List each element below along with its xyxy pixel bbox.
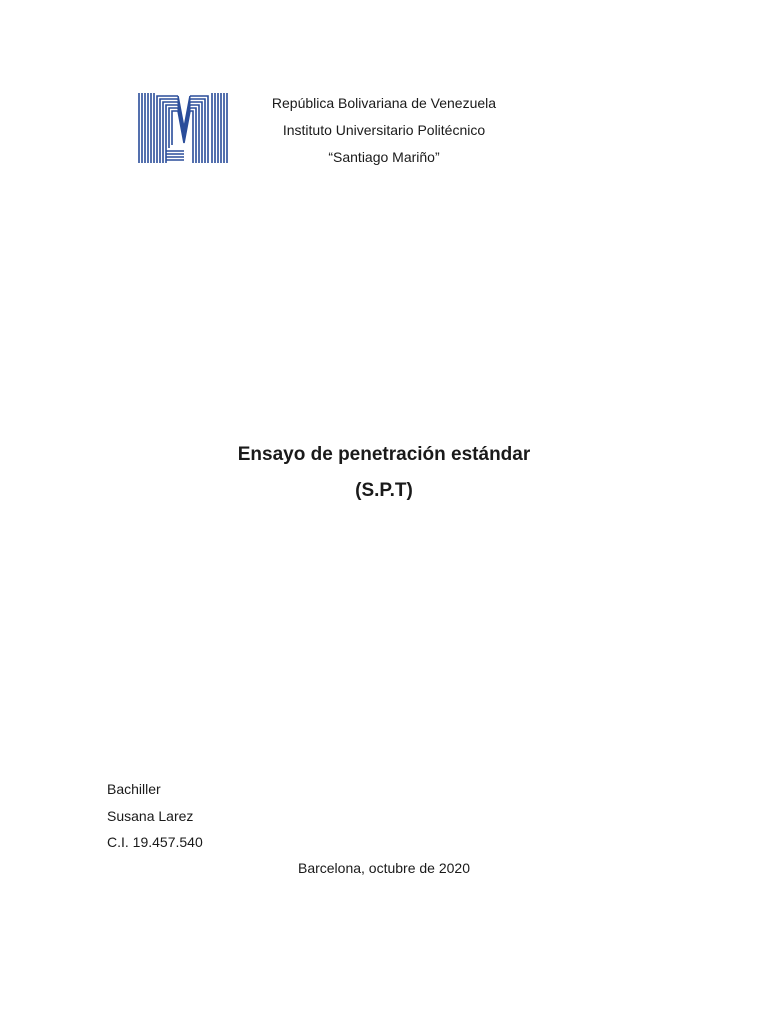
title-abbreviation: (S.P.T) (355, 480, 413, 501)
iutsm-logo-icon (138, 93, 230, 163)
document-title (0, 437, 768, 509)
country-line: República Bolivariana de Venezuela (271, 95, 497, 111)
institute-line: Instituto Universitario Politécnico (282, 122, 486, 138)
campus-line: “Santiago Mariño” (328, 149, 440, 165)
author-role: Bachiller (107, 781, 161, 797)
title-main: Ensayo de penetración estándar (237, 444, 531, 465)
author-name: Susana Larez (107, 807, 194, 824)
author-block (107, 776, 203, 856)
institution-header (240, 90, 528, 171)
author-id: C.I. 19.457.540 (107, 834, 203, 850)
place-date: Barcelona, octubre de 2020 (297, 860, 470, 876)
